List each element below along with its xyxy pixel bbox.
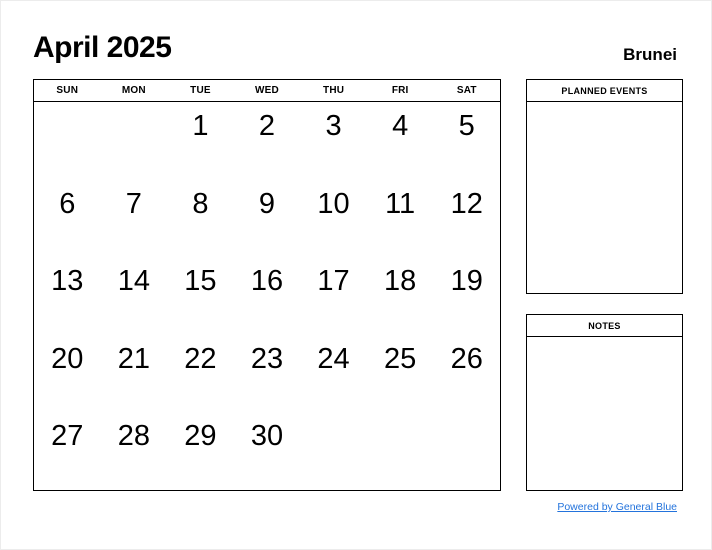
page-title: April 2025: [33, 31, 172, 64]
day-cell: 12: [450, 187, 483, 220]
day-cell: 18: [384, 265, 417, 297]
day-header-row: [34, 80, 500, 102]
day-cell: 4: [392, 110, 409, 142]
day-cell: 6: [59, 187, 76, 220]
day-cell: 23: [250, 342, 284, 375]
day-cell: 26: [450, 342, 483, 375]
day-cell: 21: [117, 342, 150, 375]
day-cell: 9: [258, 187, 276, 220]
notes-box: [526, 314, 683, 491]
day-header-sat: SAT: [456, 85, 477, 96]
day-cell: 19: [450, 265, 483, 297]
country-label: Brunei: [623, 45, 677, 64]
day-header-tue: TUE: [190, 85, 211, 96]
day-cell: [300, 412, 367, 490]
day-cell: 27: [51, 420, 84, 452]
day-cell: 16: [250, 265, 284, 297]
day-cell: 5: [458, 110, 475, 142]
planned-events-title: PLANNED EVENTS: [527, 80, 682, 102]
day-cell: 15: [184, 265, 217, 297]
day-cell: 24: [317, 342, 350, 375]
day-cell: [34, 102, 101, 180]
day-header-mon: MON: [121, 85, 146, 96]
day-cell: 7: [125, 187, 142, 220]
calendar-table: [33, 79, 501, 491]
day-header-sun: SUN: [56, 85, 79, 96]
day-header-thu: THU: [323, 85, 345, 96]
day-cell: 30: [250, 420, 284, 452]
day-cell: 17: [317, 265, 350, 297]
day-cell: 22: [184, 342, 217, 375]
day-cell: 25: [384, 342, 417, 375]
day-cell: 13: [51, 265, 84, 297]
notes-title: NOTES: [527, 315, 682, 337]
day-cell: [433, 412, 500, 490]
day-cell: 29: [184, 420, 217, 452]
day-cell: 8: [192, 187, 209, 220]
day-header-fri: FRI: [391, 85, 409, 96]
day-cell: [101, 102, 168, 180]
day-cell: 3: [325, 110, 342, 142]
day-cell: 20: [51, 342, 84, 375]
day-cell: 10: [317, 187, 350, 220]
day-cell: 28: [117, 420, 150, 452]
powered-by-link[interactable]: Powered by General Blue: [557, 501, 677, 513]
day-cell: 1: [192, 110, 209, 142]
day-cell: 11: [385, 187, 416, 220]
planned-events-box: [526, 79, 683, 294]
day-cell: [367, 412, 434, 490]
day-header-wed: WED: [255, 85, 279, 96]
day-cell: 14: [117, 265, 150, 297]
day-cell: 2: [258, 110, 276, 142]
calendar-grid: [34, 102, 500, 490]
